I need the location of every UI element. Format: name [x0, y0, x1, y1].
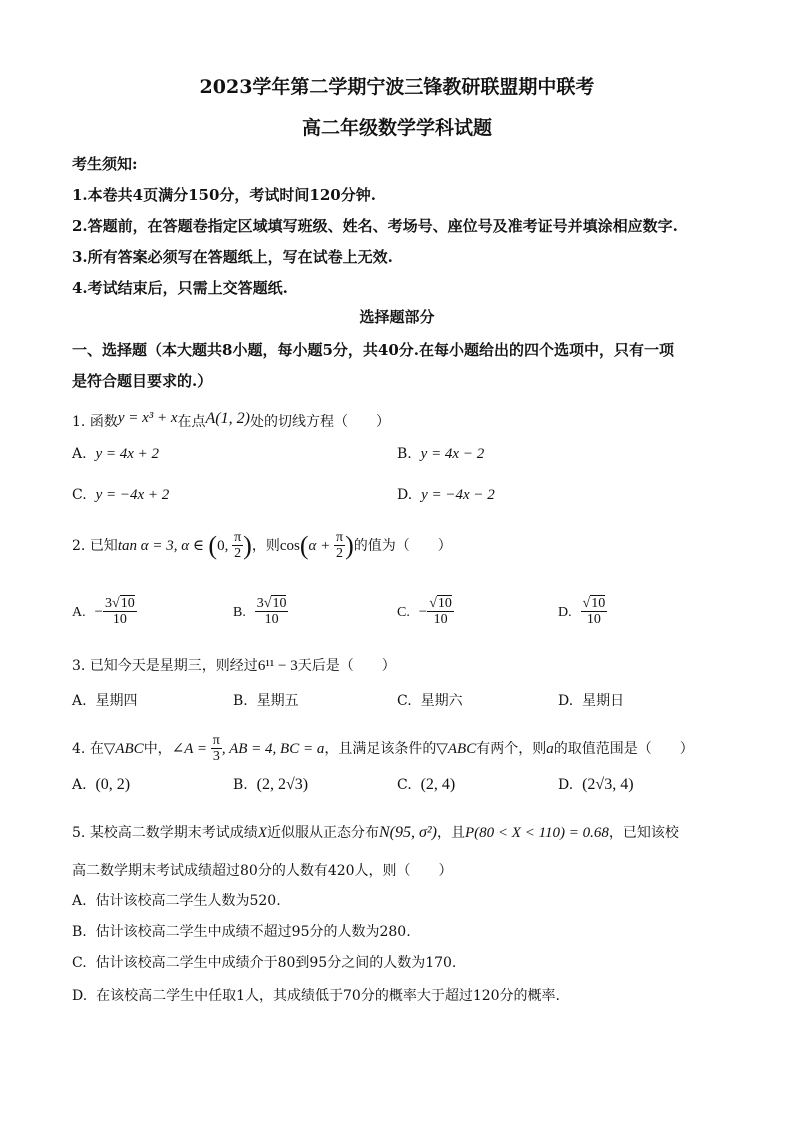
- notice-heading: 考生须知:: [72, 155, 138, 173]
- question-number: 1.: [72, 414, 86, 430]
- question-5: 5. 某校高二数学期末考试成绩X近似服从正态分布N(95, σ²)，且P(80 < X < 110) = 0.68，已知该校: [72, 824, 679, 841]
- option-a: A. 星期四: [72, 693, 138, 709]
- option-c: C. y = −4x + 2: [72, 487, 170, 503]
- exam-title: 2023学年第二学期宁波三锋教研联盟期中联考: [199, 76, 595, 98]
- option-b: B. (2, 2√3): [233, 776, 309, 793]
- question-number: 5.: [72, 825, 86, 841]
- fraction: $\frac{\pi}{2}$: [336, 530, 344, 562]
- question-number: 4.: [72, 740, 86, 757]
- section-heading: 选择题部分: [359, 308, 435, 326]
- math-expr: tan α = 3, α ∈: [117, 537, 204, 554]
- fraction: $\frac{\pi}{2}$: [234, 530, 242, 562]
- math-expr: 6¹¹ − 3: [257, 658, 298, 674]
- question-text: 函数: [89, 414, 118, 430]
- question-4: 4. 在▽ABC中，∠A = $\frac{\pi}{3}$ , AB = 4, BC = a，且满足该条件的▽ABC有两个，则a的取值范围是（ ）: [72, 733, 694, 765]
- question-5-line2: 高二数学期末考试成绩超过80分的人数有420人，则（ ）: [72, 863, 453, 879]
- question-1: [72, 410, 390, 431]
- question-2: 2. 已知tan α = 3, α ∈ (0, $\frac{\pi}{2}$ )，则cos(α + $\frac{\pi}{2}$ )的值为（ ）: [72, 530, 452, 562]
- option-c: C. 星期六: [397, 693, 463, 709]
- option-a: A. 估计该校高二学生人数为520.: [72, 893, 281, 909]
- math-expr: A(1, 2): [205, 410, 250, 427]
- notice-item-1: 1.本卷共4页满分150分，考试时间120分钟.: [72, 186, 376, 204]
- notice-item-2: 2.答题前，在答题卷指定区域填写班级、姓名、考场号、座位号及准考证号并填涂相应数字.: [72, 217, 678, 235]
- option-a: A. y = 4x + 2: [72, 446, 160, 462]
- option-a: A. − $\frac{3√10}{10}$: [72, 596, 135, 628]
- option-b: B. 估计该校高二学生中成绩不超过95分的人数为280.: [72, 924, 411, 940]
- notice-item-3: 3.所有答案必须写在答题纸上，写在试卷上无效.: [72, 248, 393, 266]
- math-expr: y = x³ + x: [117, 410, 178, 426]
- option-d: D. (2√3, 4): [558, 776, 634, 793]
- question-number: 3.: [72, 658, 86, 674]
- option-c: C. (2, 4): [397, 776, 456, 793]
- option-b: B. $\frac{3√10}{10}$: [233, 596, 287, 628]
- option-b: B. y = 4x − 2: [397, 446, 485, 462]
- option-c: C. − $\frac{√10}{10}$: [397, 596, 452, 628]
- option-d: D. y = −4x − 2: [397, 487, 495, 503]
- option-d: D. 星期日: [558, 693, 625, 709]
- question-text: 处的切线方程（ ）: [249, 414, 390, 430]
- section-intro-line1: 一、选择题（本大题共8小题，每小题5分，共40分.在每小题给出的四个选项中，只有一项: [72, 341, 674, 359]
- notice-item-4: 4.考试结束后，只需上交答题纸.: [72, 279, 288, 297]
- option-b: B. 星期五: [233, 693, 299, 709]
- option-d: D. 在该校高二学生中任取1人，其成绩低于70分的概率大于超过120分的概率.: [72, 988, 560, 1004]
- question-text: 在点: [177, 414, 206, 430]
- section-intro-line2: 是符合题目要求的.）: [72, 372, 213, 390]
- option-a: A. (0, 2): [72, 776, 131, 793]
- question-number: 2.: [72, 537, 86, 554]
- question-3: 3. 已知今天是星期三，则经过6¹¹ − 3天后是（ ）: [72, 658, 396, 674]
- option-d: D. $\frac{√10}{10}$: [558, 596, 606, 628]
- option-c: C. 估计该校高二学生中成绩介于80到95分之间的人数为170.: [72, 955, 457, 971]
- exam-subtitle: 高二年级数学学科试题: [301, 117, 492, 139]
